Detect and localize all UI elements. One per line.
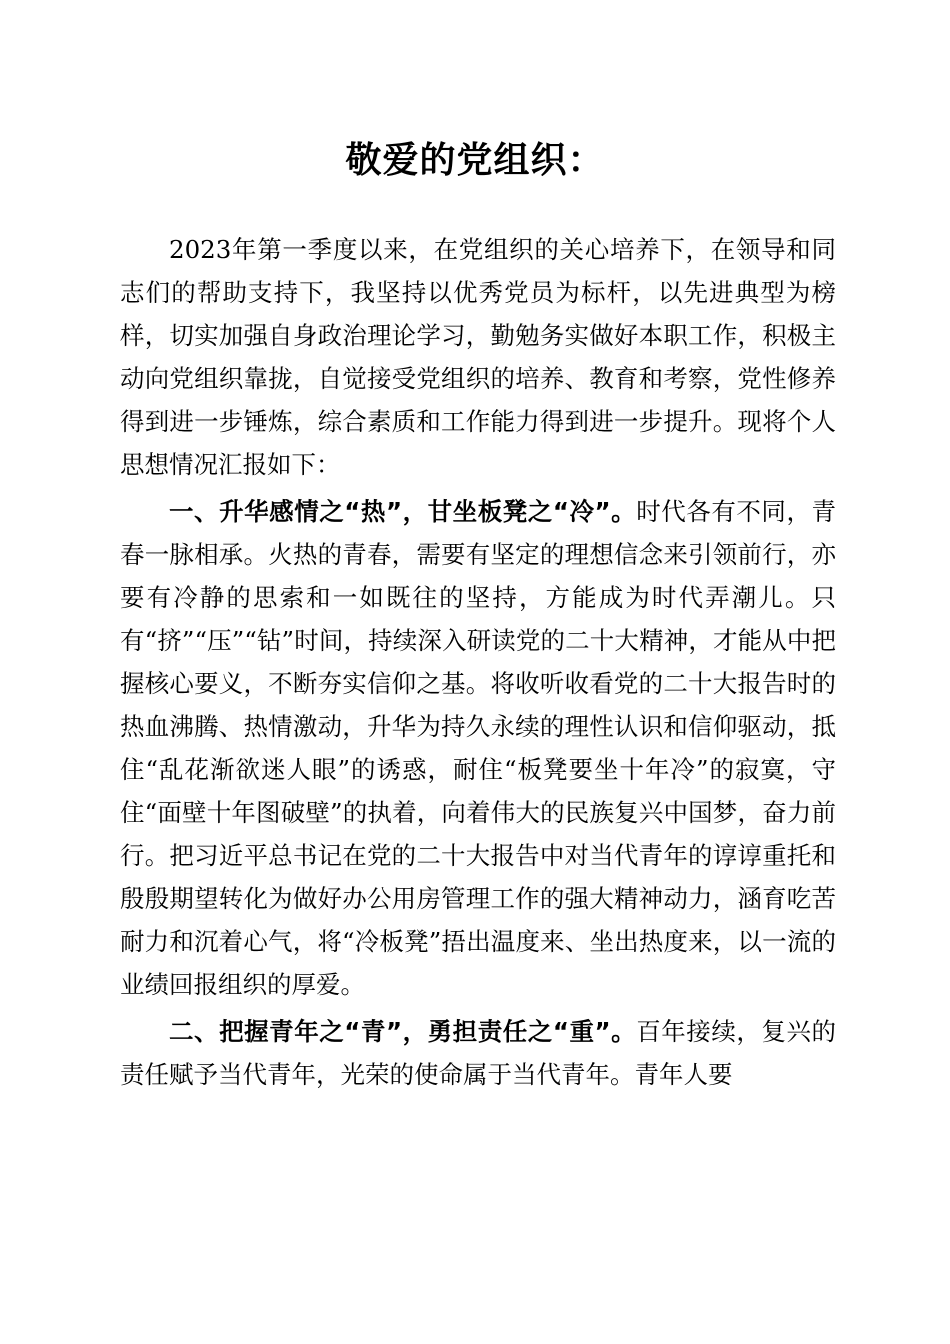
section-paragraph <box>120 1010 836 1096</box>
section-text: 百年接续，复兴的责任赋予当代青年，光荣的使命属于当代青年。青年人要 <box>120 1017 836 1089</box>
page-title: 敬爱的党组织： <box>345 139 605 181</box>
section-heading: 一、升华感情之“热”，甘坐板凳之“冷”。 <box>169 497 637 526</box>
section-paragraph <box>120 490 836 1006</box>
section-text: 时代各有不同，青春一脉相承。火热的青春，需要有坚定的理想信念来引领前行，亦要有冷静的思索和一如既往的坚持，方能成为时代弄潮儿。只有“挤”“压”“钻”时间，持续深入研读党的二十大精神，才能从中把握核心要义，不断夯实信仰之基。将收听收看党的二十大报告时的热血沸腾、热情激动，升华为持久永续的理性认识和信仰驱动，抵住“乱花渐欲迷人眼”的诱惑，耐住“板凳要坐十年冷”的寂寞，守住“面壁十年图破壁”的执着，向着伟大的民族复兴中国梦，奋力前行。把习近平总书记在党的二十大报告中对当代青年的谆谆重托和殷殷期望转化为做好办公用房管理工作的强大精神动力，涵育吃苦耐力和沉着心气，将“冷板凳”捂出温度来、坐出热度来，以一流的业绩回报组织的厚爱。 <box>120 497 836 999</box>
document-body <box>120 228 836 1096</box>
intro-paragraph: 2023年第一季度以来，在党组织的关心培养下，在领导和同志们的帮助支持下，我坚持以优秀党员为标杆，以先进典型为榜样，切实加强自身政治理论学习，勤勉务实做好本职工作，积极主动向党组织靠拢，自觉接受党组织的培养、教育和考察，党性修养得到进一步锤炼，综合素质和工作能力得到进一步提升。现将个人思想情况汇报如下： <box>120 235 836 479</box>
section-heading: 二、把握青年之“青”，勇担责任之“重”。 <box>169 1017 637 1046</box>
